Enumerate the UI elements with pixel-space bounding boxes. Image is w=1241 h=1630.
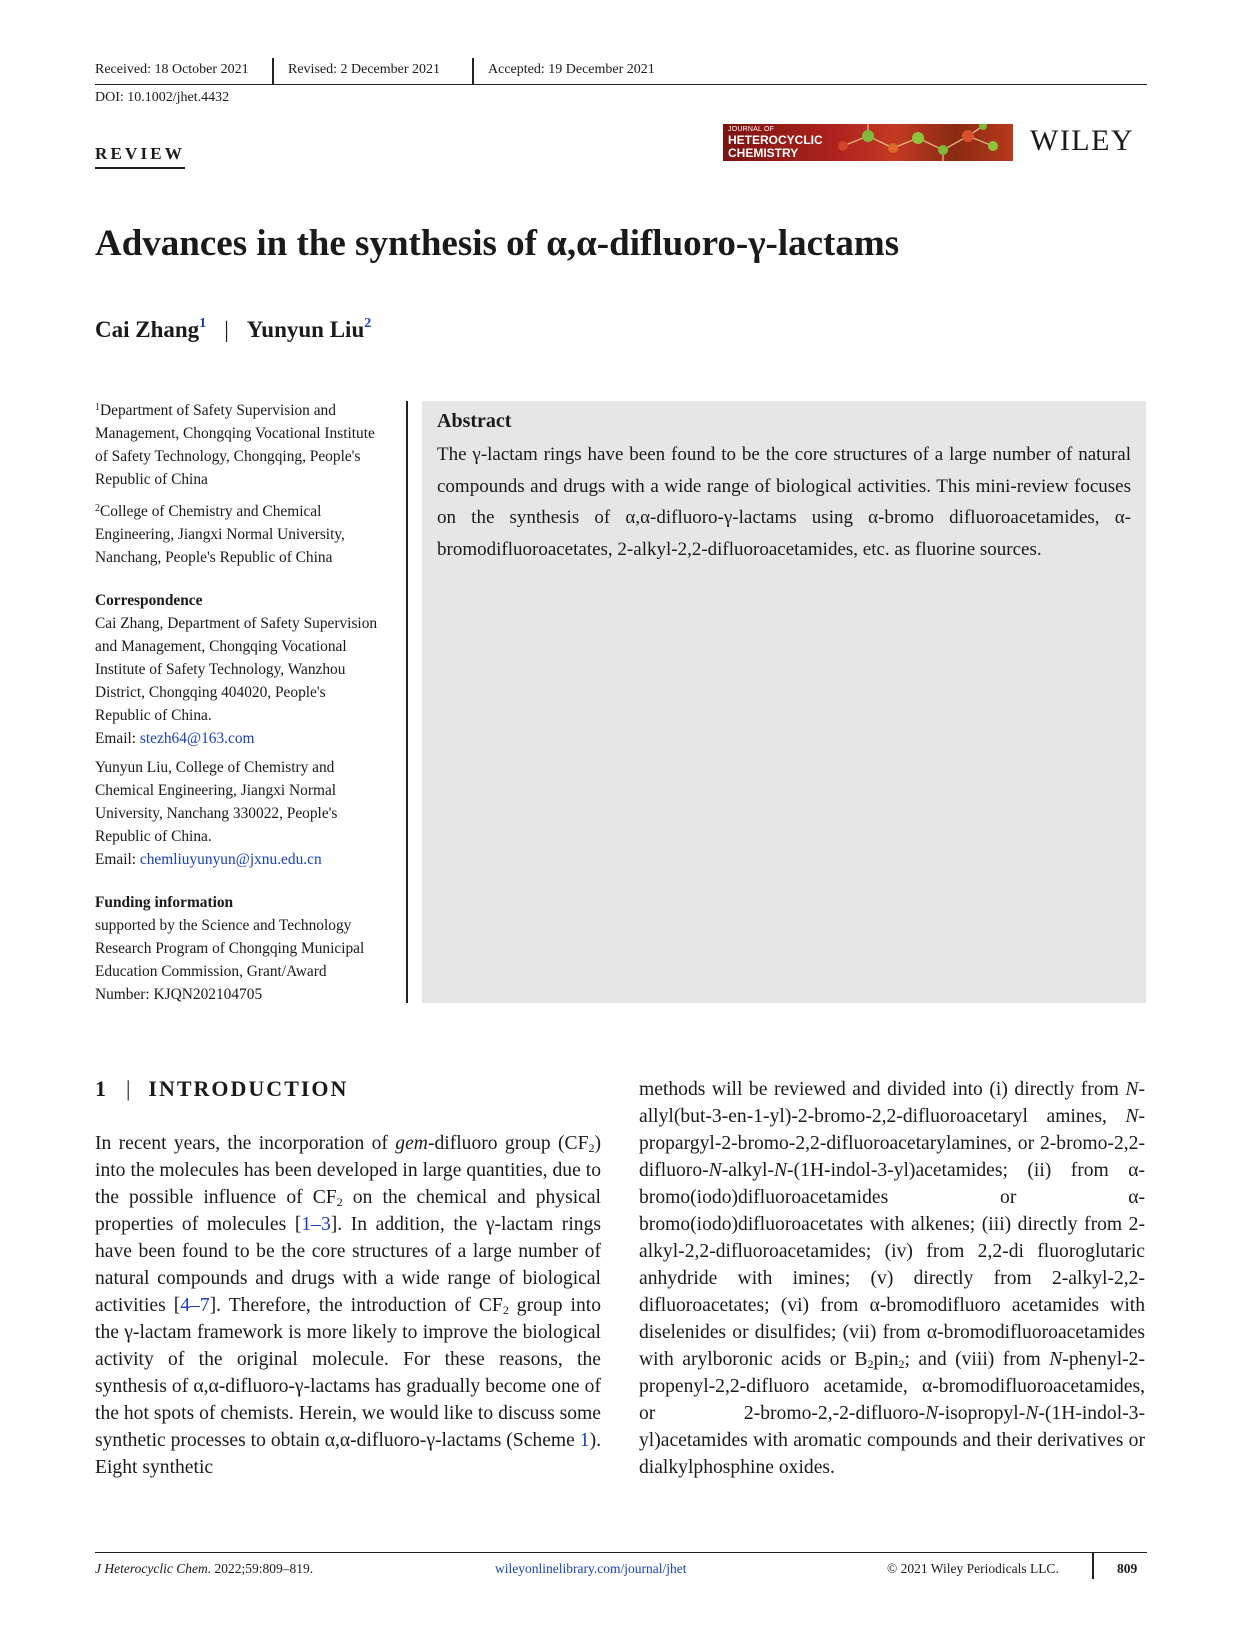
italic-term: N [925, 1403, 939, 1424]
subscript: 2 [502, 1303, 509, 1317]
accepted-date: Accepted: 19 December 2021 [488, 62, 655, 77]
article-info-sidebar [95, 396, 385, 1012]
funding-text: supported by the Science and Technology Research Program of Chongqing Municipal Education Commission, Grant/Award Number: KJQN202104705 [95, 917, 365, 1003]
italic-term: N [1049, 1349, 1063, 1370]
dates-divider [272, 58, 274, 84]
publisher-logo: WILEY [1030, 124, 1135, 157]
intro-paragraph-left [95, 1130, 601, 1481]
copyright: © 2021 Wiley Periodicals LLC. [887, 1561, 1059, 1576]
text-run: pin [873, 1349, 899, 1370]
text-run: group into the γ-lactam framework is more likely to improve the biological activity of the original molecule. For these reasons, the synthesis of α,α-difluoro-γ-lactams has gradually become one of the hot spots of chemists. Herein, we would like to discuss some synthetic processes to obtain α,α-difluoro-γ-lactams (Scheme [95, 1295, 601, 1451]
text-run: In recent years, the incorporation of [95, 1133, 396, 1154]
molecule-graphic-icon [823, 124, 1013, 161]
text-run: ; and (viii) from [904, 1349, 1050, 1370]
correspondence-entry: Cai Zhang, Department of Safety Supervision and Management, Chongqing Vocational Institute of Safety Technology, Wanzhou District, Chongqing 404020, People's Republic of China. Email: stezh64@163.com [95, 615, 378, 747]
section-title: INTRODUCTION [148, 1076, 349, 1101]
text-run: -difluoro group (CF [427, 1133, 589, 1154]
author-name: Yunyun Liu [246, 317, 365, 342]
text-run: -isopropyl- [938, 1403, 1026, 1424]
page-number: 809 [1117, 1561, 1138, 1576]
text-run: -alkyl- [721, 1160, 774, 1181]
column-divider [406, 401, 408, 1003]
doi[interactable]: DOI: 10.1002/jhet.4432 [95, 90, 230, 105]
reference-link[interactable]: 1–3 [301, 1214, 331, 1235]
article-type-label: REVIEW [95, 144, 185, 169]
section-heading [95, 1076, 348, 1102]
author-list [95, 316, 371, 343]
intro-paragraph-right [639, 1076, 1145, 1481]
correspondence-heading: Correspondence [95, 592, 203, 609]
revised-date: Revised: 2 December 2021 [288, 62, 441, 77]
subscript: 2 [867, 1357, 874, 1371]
affiliation: $^2$College of Chemistry and Chemical Engineering, Jiangxi Normal University, Nanchang, People's Republic of China [95, 503, 345, 566]
received-date: Received: 18 October 2021 [95, 62, 249, 77]
text-run: ]. In addition, the γ-lactam rings have been found to be the core structures of a large number of natural compounds and drugs with a wide range of biological activities [ [95, 1214, 601, 1316]
italic-term: N [1025, 1403, 1039, 1424]
article-title: Advances in the synthesis of α,α-difluoro-γ-lactams [95, 223, 900, 264]
italic-term: N [708, 1160, 722, 1181]
abstract-heading: Abstract [437, 410, 512, 432]
citation: J Heterocyclic Chem. 2022;59:809–819. [95, 1561, 314, 1576]
abstract-text: The γ-lactam rings have been found to be the core structures of a large number of natural compounds and drugs with a wide range of biological activities. This mini-review focuses on the synthesis of α,α-difluoro-γ-lactams using α-bromo difluoroacetamides, α-bromodifluoroacetates, 2-alkyl-2,2-difluoroacetamides, etc. as fluorine sources. [437, 444, 1131, 560]
email-link[interactable]: chemliuyunyun@jxnu.edu.cn [139, 851, 322, 868]
italic-term: N [1125, 1079, 1139, 1100]
affiliation: $^1$Department of Safety Supervision and Management, Chongqing Vocational Institute of Safety Technology, Chongqing, People's Republic of China [95, 402, 375, 488]
italic-term: gem [395, 1133, 428, 1154]
journal-url-link[interactable]: wileyonlinelibrary.com/journal/jhet [495, 1561, 687, 1576]
text-run: -propargyl-2-bromo-2,2-difluoroacetarylamines, or 2-bromo-2,2-difluoro- [639, 1106, 1145, 1181]
text-run: -phenyl-2-propenyl-2,2-difluoro acetamide, α-bromodifluoroacetamides, or 2-bromo-2,-2-difluoro- [639, 1349, 1145, 1424]
journal-banner-logo [723, 124, 1013, 161]
text-run: -(1H-indol-3-yl)acetamides; (ii) from α-bromo(iodo)difluoroacetamides or α-bromo(iodo)difluoroacetates with alkenes; (iii) directly from 2-alkyl-2,2-difluoroacetamides; (iv) from 2,2-di fluoroglutaric anhydride with imines; (v) directly from 2-alkyl-2,2-difluoroacetates; (vi) from α-bromodifluoro acetamides with diselenides or disulfides; (vii) from α-bromodifluoroacetamides with arylboronic acids or B [639, 1160, 1145, 1370]
text-run: on the chemical and physical properties of molecules [ [95, 1187, 602, 1235]
author-affiliation-link[interactable]: 2 [364, 316, 372, 331]
journal-name: JOURNAL OF HETEROCYCLIC CHEMISTRY [728, 126, 823, 160]
reference-link[interactable]: 4–7 [180, 1295, 210, 1316]
reference-link[interactable]: 1 [579, 1430, 590, 1451]
italic-term: N [1125, 1106, 1139, 1127]
subscript: 2 [898, 1357, 905, 1371]
correspondence-entry: Yunyun Liu, College of Chemistry and Chemical Engineering, Jiangxi Normal University, Nanchang 330022, People's Republic of China. Email: chemliuyunyun@jxnu.edu.cn [95, 759, 338, 868]
footer-divider [1092, 1553, 1094, 1579]
subscript: 2 [336, 1195, 343, 1209]
text-run: -(1H-indol-3-yl)acetamides with aromatic compounds and their derivatives or dialkylphosphine oxides. [639, 1403, 1145, 1478]
page-footer [95, 1552, 1147, 1579]
italic-term: N [773, 1160, 788, 1181]
author-affiliation-link[interactable]: 1 [199, 316, 207, 331]
author-separator: | [224, 317, 229, 342]
article-dates-bar [95, 58, 1147, 85]
text-run: ]. Therefore, the introduction of CF [209, 1295, 503, 1316]
text-run: ). Eight synthetic [95, 1430, 601, 1478]
email-link[interactable]: stezh64@163.com [139, 730, 255, 747]
text-run: -allyl(but-3-en-1-yl)-2-bromo-2,2-difluoroacetaryl amines, [639, 1079, 1145, 1127]
funding-heading: Funding information [95, 894, 234, 911]
section-number: 1 [95, 1076, 108, 1101]
text-run: ) into the molecules has been developed in large quantities, due to the possible influence of CF [95, 1133, 602, 1208]
author-name: Cai Zhang [95, 317, 200, 342]
subscript: 2 [588, 1141, 595, 1155]
section-separator: | [126, 1076, 133, 1101]
dates-divider [472, 58, 474, 84]
text-run: methods will be reviewed and divided into (i) directly from [639, 1079, 1126, 1100]
